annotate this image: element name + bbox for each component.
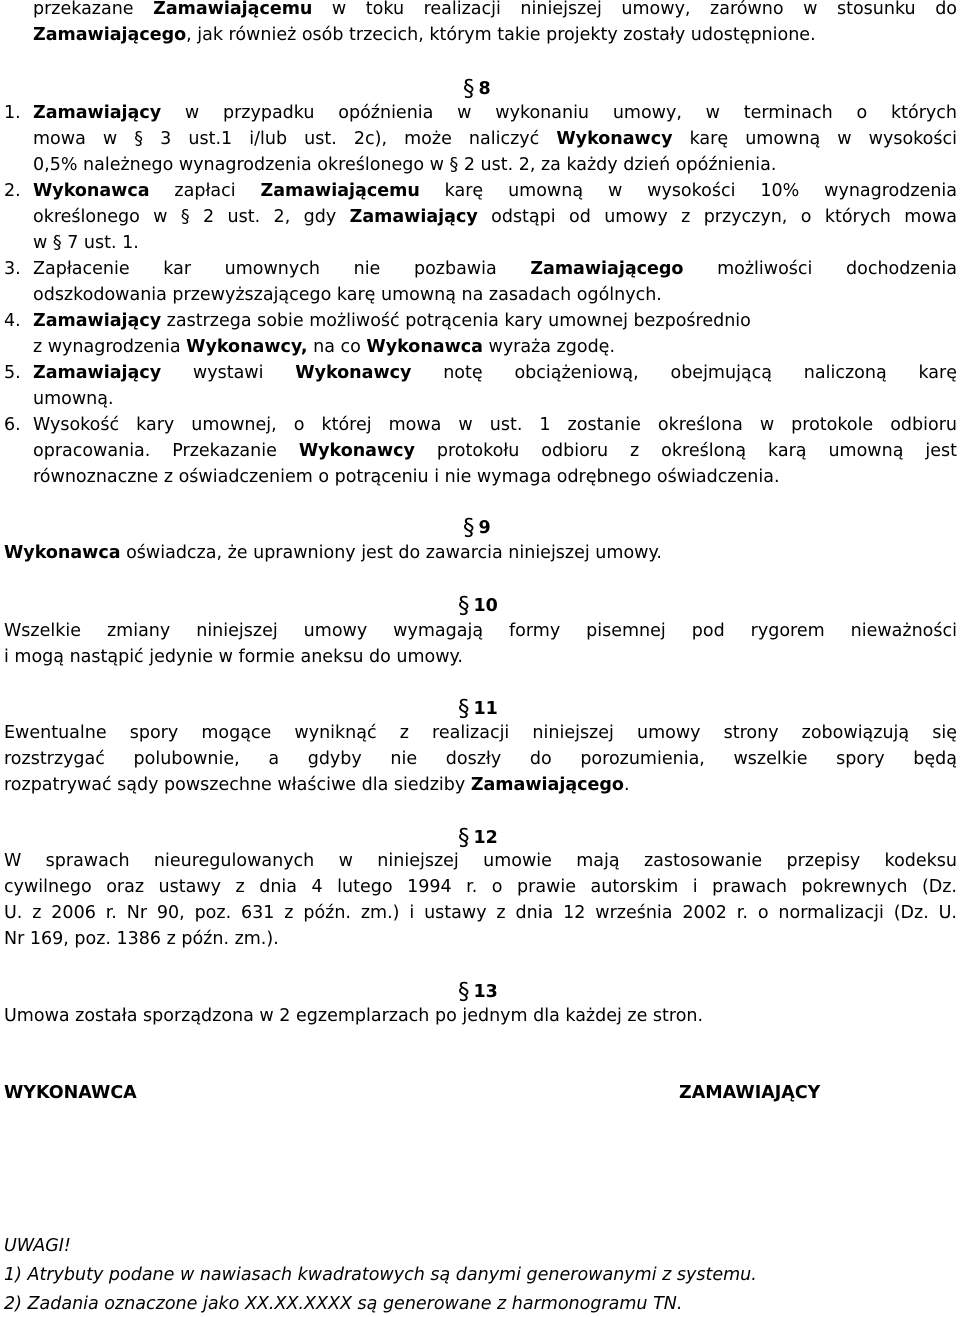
item-number: 1. [4, 103, 21, 123]
s8-item1-line3: 0,5% należnego wynagrodzenia określonego w § 2 ust. 2, za każdy dzień opóźnienia. [33, 155, 777, 175]
s12-line3: U. z 2006 r. Nr 90, poz. 631 z późn. zm.) i ustawy z dnia 12 września 2002 r. o normalizacji (Dz. U. [4, 903, 957, 923]
section-13-heading: § 13 [458, 979, 498, 1005]
item-number: 5. [4, 363, 21, 383]
item-number: 6. [4, 415, 21, 435]
item-number: 3. [4, 259, 21, 279]
section-12-heading: § 12 [458, 825, 498, 851]
s8-item4-line1: Zamawiający zastrzega sobie możliwość potrącenia kary umownej bezpośrednio [33, 311, 751, 331]
s8-item3-line2: odszkodowania przewyższającego karę umowną na zasadach ogólnych. [33, 285, 662, 305]
s8-item2-line3: w § 7 ust. 1. [33, 233, 139, 253]
s8-item2-line2: określonego w § 2 ust. 2, gdy Zamawiający odstąpi od umowy z przyczyn, o których mowa [33, 207, 957, 227]
s8-item5-line2: umowną. [33, 389, 114, 409]
s8-item5-line1: Zamawiający wystawi Wykonawcy notę obciążeniową, obejmującą naliczoną karę [33, 363, 957, 383]
s10-line2: i mogą nastąpić jedynie w formie aneksu do umowy. [4, 647, 463, 667]
notes-title: UWAGI! [4, 1236, 71, 1256]
s8-item6-line3: równoznaczne z oświadczeniem o potrąceniu i nie wymaga odrębnego oświadczenia. [33, 467, 780, 487]
s8-item4-line2: z wynagrodzenia Wykonawcy, na co Wykonawca wyraża zgodę. [33, 337, 616, 357]
intro-line-2: Zamawiającego, jak również osób trzecich, którym takie projekty zostały udostępnione. [33, 25, 816, 45]
s11-line3: rozpatrywać sądy powszechne właściwe dla siedziby Zamawiającego. [4, 775, 630, 795]
s8-item1-line1: Zamawiający w przypadku opóźnienia w wykonaniu umowy, w terminach o których [33, 103, 957, 123]
s12-line1: W sprawach nieuregulowanych w niniejszej umowie mają zastosowanie przepisy kodeksu [4, 851, 957, 871]
s10-line1: Wszelkie zmiany niniejszej umowy wymagają formy pisemnej pod rygorem nieważności [4, 621, 957, 641]
s11-line2: rozstrzygać polubownie, a gdyby nie doszły do porozumienia, wszelkie spory będą [4, 749, 957, 769]
s13-line1: Umowa została sporządzona w 2 egzemplarzach po jednym dla każdej ze stron. [4, 1006, 704, 1026]
s9-text: Wykonawca oświadcza, że uprawniony jest do zawarcia niniejszej umowy. [4, 543, 662, 563]
note-1: 1) Atrybuty podane w nawiasach kwadratowych są danymi generowanymi z systemu. [4, 1265, 757, 1285]
item-number: 2. [4, 181, 21, 201]
s8-item6-line1: Wysokość kary umownej, o której mowa w ust. 1 zostanie określona w protokole odbioru [33, 415, 957, 435]
s8-item6-line2: opracowania. Przekazanie Wykonawcy protokołu odbioru z określoną karą umowną jest [33, 441, 957, 461]
note-2: 2) Zadania oznaczone jako XX.XX.XXXX są generowane z harmonogramu TN. [4, 1294, 683, 1314]
item-number: 4. [4, 311, 21, 331]
section-8-heading: § 8 [463, 76, 491, 102]
section-9-heading: § 9 [463, 515, 491, 541]
s12-line2: cywilnego oraz ustawy z dnia 4 lutego 1994 r. o prawie autorskim i prawach pokrewnych (Dz. [4, 877, 957, 897]
s8-item2-line1: Wykonawca zapłaci Zamawiającemu karę umowną w wysokości 10% wynagrodzenia [33, 181, 957, 201]
section-10-heading: § 10 [458, 593, 498, 619]
s8-item1-line2: mowa w § 3 ust.1 i/lub ust. 2c), może naliczyć Wykonawcy karę umowną w wysokości [33, 129, 957, 149]
s11-line1: Ewentualne spory mogące wyniknąć z realizacji niniejszej umowy strony zobowiązują się [4, 723, 957, 743]
s8-item3-line1: Zapłacenie kar umownych nie pozbawia Zamawiającego możliwości dochodzenia [33, 259, 957, 279]
s12-line4: Nr 169, poz. 1386 z późn. zm.). [4, 929, 279, 949]
signature-contractor: WYKONAWCA [4, 1083, 137, 1103]
intro-line-1: przekazane Zamawiającemu w toku realizacji niniejszej umowy, zarówno w stosunku do [33, 0, 958, 19]
section-11-heading: § 11 [458, 696, 498, 722]
signature-client: ZAMAWIAJĄCY [679, 1083, 821, 1103]
